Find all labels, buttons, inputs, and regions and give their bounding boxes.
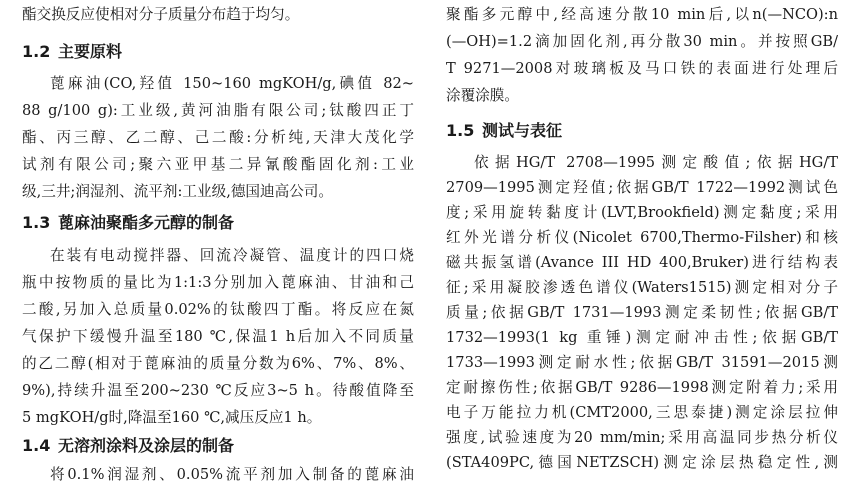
section-heading-1-3 [22, 211, 414, 235]
section-heading-1-2 [22, 40, 414, 64]
section-number: 1.2 [22, 42, 51, 61]
paragraph-line: (STA409PC,德国NETZSCH)测定涂层热稳定性,测 [446, 454, 838, 471]
paragraph-line: 在装有电动搅拌器、回流冷凝管、温度计的四口烧 [50, 247, 414, 264]
paragraph-line: 质量;依据GB/T 1731—1993测定柔韧性;依据GB/T [446, 304, 838, 321]
section-title: 主要原料 [58, 42, 123, 61]
section-number: 1.4 [22, 436, 51, 455]
section-title: 测试与表征 [482, 121, 563, 140]
paragraph-line: 1732—1993(1 kg 重锤)测定耐冲击性;依据GB/T [446, 329, 838, 346]
paragraph-line: 2709—1995测定羟值;依据GB/T 1722—1992测试色 [446, 179, 838, 196]
paragraph-line: 度;采用旋转黏度计(LVT,Brookfield)测定黏度;采用 [446, 204, 838, 221]
paragraph-line: 试剂有限公司;聚六亚甲基二异氰酸酯固化剂:工业 [22, 156, 414, 173]
section-number: 1.3 [22, 213, 51, 232]
paragraph-line: 二酸,另加入总质量0.02%的钛酸四丁酯。将反应在氮 [22, 301, 414, 318]
paragraph-line: 酯、丙三醇、乙二醇、己二酸:分析纯,天津大茂化学 [22, 129, 414, 146]
paragraph-line: 聚酯多元醇中,经高速分散10 min后,以n(—NCO):n [446, 6, 838, 23]
paragraph-line: 气保护下缓慢升温至180 ℃,保温1 h后加入不同质量 [22, 328, 414, 345]
paragraph-line: 征;采用凝胶渗透色谱仪(Waters1515)测定相对分子 [446, 279, 838, 296]
paragraph-line: 1733—1993测定耐水性;依据GB/T 31591—2015测 [446, 354, 838, 371]
paragraph-line: 酯交换反应使相对分子质量分布趋于均匀。 [22, 6, 300, 23]
section-heading-1-4 [22, 434, 414, 458]
paragraph-line: 电子万能拉力机(CMT2000,三思泰捷)测定涂层拉伸 [446, 404, 838, 421]
section-title: 无溶剂涂料及涂层的制备 [58, 436, 235, 455]
paragraph-line: 红外光谱分析仪(Nicolet 6700,Thermo-Filsher)和核 [446, 229, 838, 246]
paragraph-line: 磁共振氢谱(Avance III HD 400,Bruker)进行结构表 [446, 254, 838, 271]
paragraph-line: 9%),持续升温至200~230 ℃反应3~5 h。待酸值降至 [22, 382, 414, 399]
paragraph-line: 级,三井;润湿剂、流平剂:工业级,德国迪高公司。 [22, 183, 333, 200]
paragraph-line: 将0.1%润湿剂、0.05%流平剂加入制备的蓖麻油 [50, 466, 414, 483]
paragraph-line: 的乙二醇(相对于蓖麻油的质量分数为6%、7%、8%、 [22, 355, 414, 372]
paragraph-line: 强度,试验速度为20 mm/min;采用高温同步热分析仪 [446, 429, 838, 446]
section-heading-1-5 [446, 119, 838, 143]
paragraph-line: 蓖麻油(CO,羟值 150~160 mgKOH/g,碘值 82~ [50, 75, 414, 92]
section-number: 1.5 [446, 121, 475, 140]
paragraph-line: 定耐擦伤性;依据GB/T 9286—1998测定附着力;采用 [446, 379, 838, 396]
paragraph-line: T 9271—2008对玻璃板及马口铁的表面进行处理后 [446, 60, 838, 77]
paragraph-line: 依据HG/T 2708—1995测定酸值;依据HG/T [474, 154, 838, 171]
paragraph-line: 涂覆涂膜。 [446, 87, 519, 104]
section-title: 蓖麻油聚酯多元醇的制备 [58, 213, 235, 232]
paragraph-line: (—OH)=1.2滴加固化剂,再分散30 min。并按照GB/ [446, 33, 838, 50]
paragraph-line: 5 mgKOH/g时,降温至160 ℃,减压反应1 h。 [22, 409, 322, 426]
paragraph-line: 88 g/100 g):工业级,黄河油脂有限公司;钛酸四正丁 [22, 102, 414, 119]
paragraph-line: 瓶中按物质的量比为1:1:3分别加入蓖麻油、甘油和己 [22, 274, 414, 291]
